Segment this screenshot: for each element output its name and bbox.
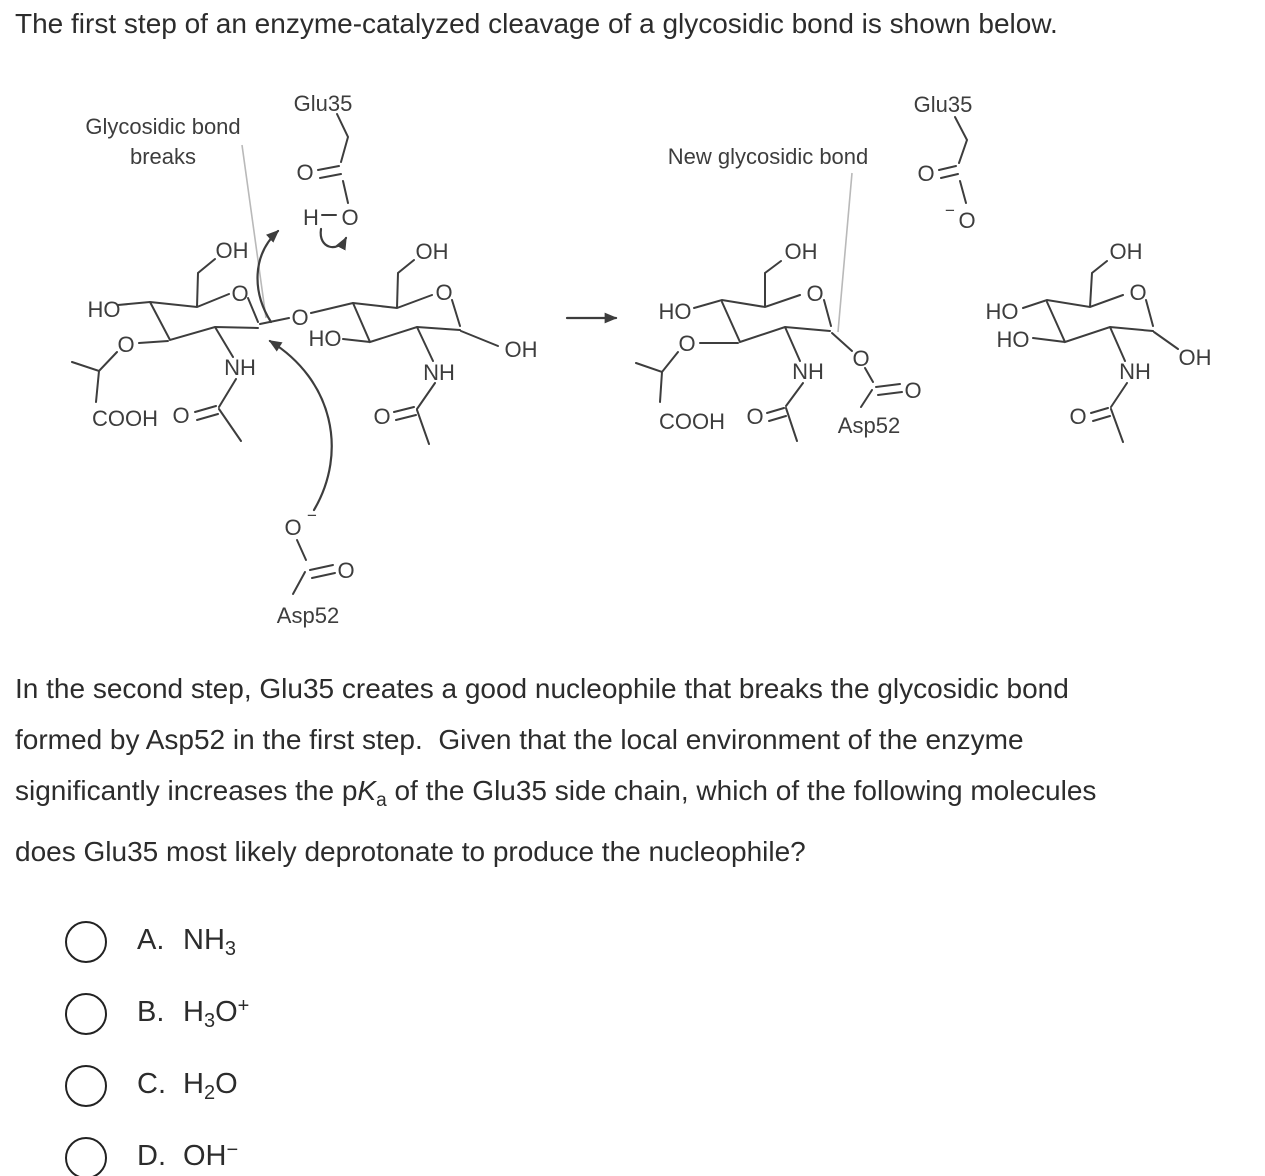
option-d-superscript: −	[226, 1139, 239, 1161]
label-product-nag-ho-bottom: HO	[996, 327, 1030, 352]
label-product-nag-ring-o: O	[1129, 280, 1147, 305]
label-nag-nh: NH	[423, 360, 455, 385]
label-nag-ho: HO	[308, 326, 342, 351]
option-c-subscript: 2	[203, 1082, 216, 1104]
label-asp52-right-carbonyl-o: O	[904, 378, 922, 403]
label-nam-cooh: COOH	[92, 406, 158, 431]
option-c-label	[137, 1067, 238, 1105]
label-product-nag-nh: NH	[1119, 359, 1151, 384]
option-c-letter: C.	[137, 1068, 166, 1100]
question-line-4: does Glu35 most likely deprotonate to produce the nucleophile?	[15, 836, 806, 867]
pka-subscript: a	[376, 790, 387, 811]
glu35-right-bonds	[939, 117, 967, 203]
question-intro-text: The first step of an enzyme-catalyzed cleavage of a glycosidic bond is shown below.	[15, 8, 1058, 39]
label-glycosidic-o: O	[291, 305, 309, 330]
option-d-radio[interactable]	[65, 1137, 107, 1176]
option-b-superscript: +	[237, 995, 250, 1017]
option-d-letter: D.	[137, 1140, 166, 1172]
label-new-glycosidic-bond: New glycosidic bond	[667, 144, 869, 169]
mechanism-diagram	[0, 85, 1265, 650]
question-line-1: In the second step, Glu35 creates a good nucleophile that breaks the glycosidic bond	[15, 673, 1069, 704]
option-row-b	[65, 993, 249, 1035]
label-asp52-right: Asp52	[837, 413, 901, 438]
option-b-label	[137, 995, 249, 1033]
label-product-nam-ch2oh: OH	[784, 239, 818, 264]
option-row-a	[65, 921, 236, 963]
pka-k: K	[357, 775, 377, 806]
question-line-3-post: of the Glu35 side chain, which of the following molecules	[386, 775, 1097, 806]
glu35-negative-charge: −	[945, 201, 955, 220]
question-line-2: formed by Asp52 in the first step. Given that the local environment of the enzyme	[15, 724, 1024, 755]
label-nam-ho: HO	[87, 297, 121, 322]
label-product-nag-ho-top: HO	[985, 299, 1019, 324]
label-nag-ch2oh: OH	[415, 239, 449, 264]
label-asp52-carboxylate-o: O	[284, 515, 302, 540]
option-b-formula-2: O	[215, 996, 238, 1028]
label-glu35-carbonyl-o: O	[296, 160, 314, 185]
option-c-formula: H	[183, 1068, 204, 1100]
label-nam-lactyl-o: O	[117, 332, 135, 357]
question-text	[15, 663, 1265, 877]
label-nag-ring-o: O	[435, 280, 453, 305]
option-a-label	[137, 923, 236, 961]
label-nam-ring-o: O	[231, 281, 249, 306]
asp52-left-bonds	[293, 540, 335, 594]
option-a-formula: NH	[183, 924, 225, 956]
label-asp52-left: Asp52	[276, 603, 340, 628]
label-asp52-carbonyl-o: O	[337, 558, 355, 583]
label-product-nam-lactyl-o: O	[678, 331, 696, 356]
label-product-nag-acetyl-o: O	[1069, 404, 1087, 429]
glu35-left-bonds	[318, 114, 348, 215]
label-product-nam-acetyl-o: O	[746, 404, 764, 429]
option-d-label	[137, 1139, 238, 1176]
label-nam-ch2oh: OH	[215, 238, 249, 263]
arrow-oh-bond-to-o	[321, 229, 346, 247]
label-product-nag-anomeric-oh: OH	[1178, 345, 1212, 370]
product-structure	[636, 92, 1212, 442]
label-nam-acetyl-o: O	[172, 403, 190, 428]
label-product-nam-nh: NH	[792, 359, 824, 384]
label-nag-acetyl-o: O	[373, 404, 391, 429]
label-glu35-right-carbonyl-o: O	[917, 161, 935, 186]
option-a-letter: A.	[137, 924, 165, 956]
label-glycosidic-bond-breaks-1: Glycosidic bond	[85, 114, 241, 139]
question-line-3	[15, 765, 1265, 826]
label-product-nam-cooh: COOH	[659, 409, 725, 434]
reactant-structure	[72, 91, 538, 628]
product-nag-bonds	[1023, 261, 1178, 442]
nag-ring-bonds	[343, 260, 498, 444]
label-glu35-hydroxyl-o: O	[341, 205, 359, 230]
asp52-negative-charge: −	[307, 506, 317, 525]
label-product-nam-ring-o: O	[806, 281, 824, 306]
label-nam-nh: NH	[224, 355, 256, 380]
option-b-subscript: 3	[203, 1010, 216, 1032]
label-product-nam-ho: HO	[658, 299, 692, 324]
label-nag-anomeric-oh: OH	[504, 337, 538, 362]
option-c-formula-2: O	[215, 1068, 238, 1100]
arrow-asp52-to-anomeric-c	[270, 341, 332, 510]
label-glu35-left: Glu35	[293, 91, 353, 116]
label-glu35-acidic-h: H	[303, 205, 319, 230]
label-glu35-right: Glu35	[913, 92, 973, 117]
new-bond-pointer-line	[838, 173, 852, 332]
label-glu35-right-o-minus: O	[958, 208, 976, 233]
option-d-formula: OH	[183, 1140, 227, 1172]
label-glycosidic-bond-breaks-2: breaks	[129, 144, 197, 169]
question-line-3-pre: significantly increases the p	[15, 775, 358, 806]
option-c-radio[interactable]	[65, 1065, 107, 1107]
option-row-c	[65, 1065, 238, 1107]
option-b-formula: H	[183, 996, 204, 1028]
label-new-glycosidic-o: O	[852, 346, 870, 371]
option-row-d	[65, 1137, 238, 1176]
option-b-letter: B.	[137, 996, 165, 1028]
option-a-radio[interactable]	[65, 921, 107, 963]
label-product-nag-ch2oh: OH	[1109, 239, 1143, 264]
option-b-radio[interactable]	[65, 993, 107, 1035]
option-a-subscript: 3	[224, 938, 237, 960]
